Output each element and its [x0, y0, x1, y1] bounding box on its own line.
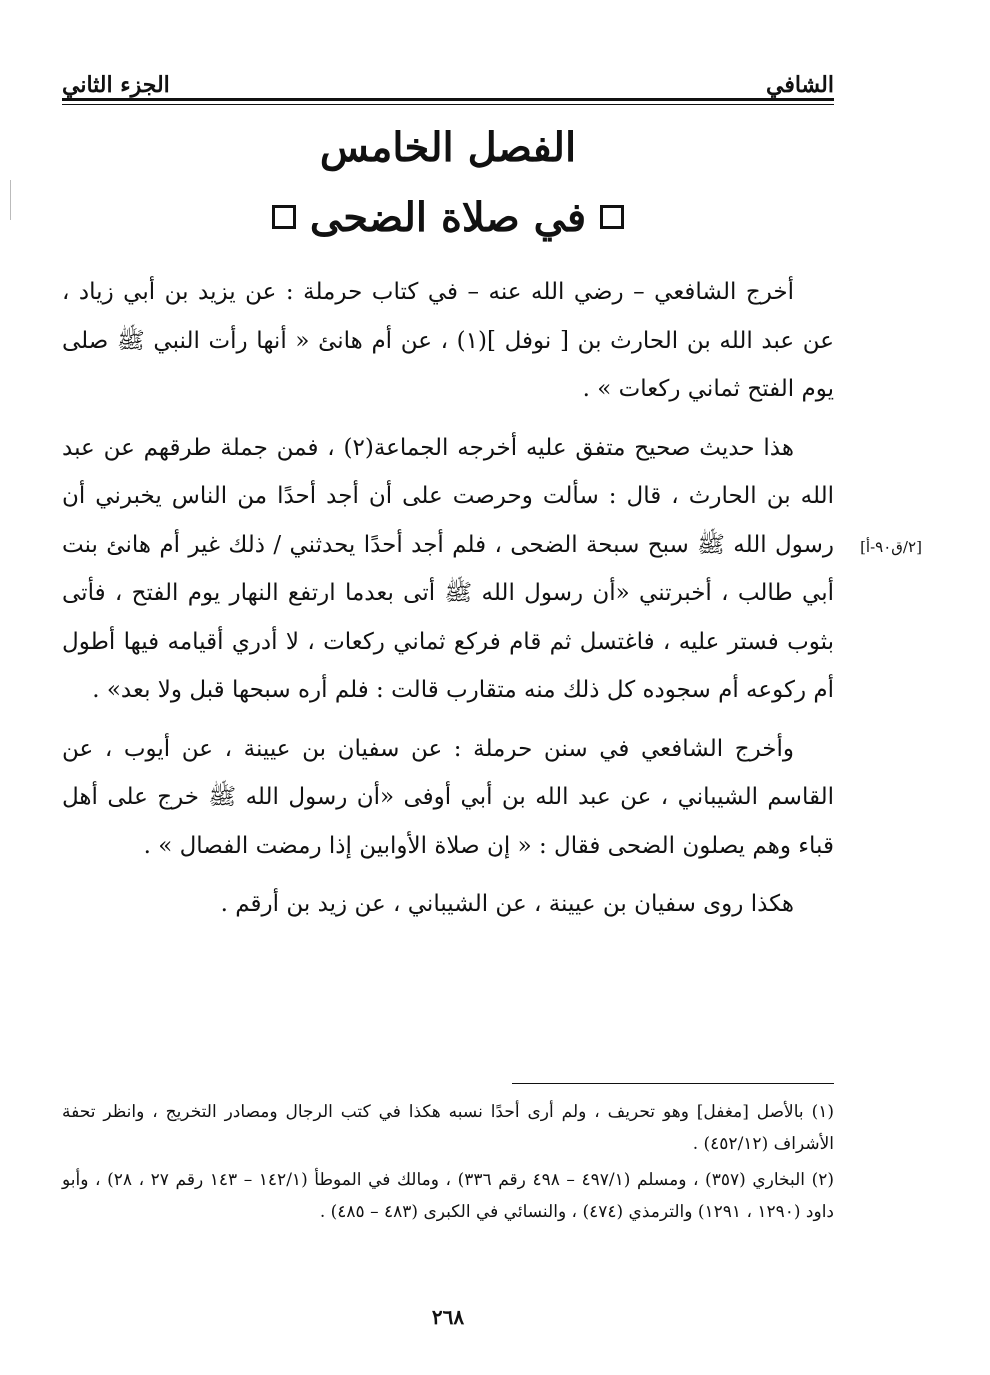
- square-ornament-icon: [600, 205, 624, 229]
- paragraph: هكذا روى سفيان بن عيينة ، عن الشيباني ، عن زيد بن أرقم .: [220, 891, 794, 917]
- paragraph: هذا حديث صحيح متفق عليه أخرجه الجماعة(٢) ، فمن جملة طرقهم عن عبد الله بن الحارث ، قال : سألت وحرصت على أن أجد أحدًا من الناس يخبرني أن رسول الله ﷺ سبح سبحة الضحى ، فلم أجد أحدًا يحدثني / ذلك غير أم هانئ بنت أبي طالب ، أخبرتني «أن رسول الله ﷺ أتى بعدما ارتفع النهار يوم الفتح ، فأتى بثوب فستر عليه ، فاغتسل ثم قام فركع ثماني ركعات ، لا أدري أقيامه فيها أطول أم ركوعه أم سجوده كل ذلك منه متقارب قالت : فلم أره سبحها قبل ولا بعد» .: [62, 434, 834, 703]
- footnotes: [62, 1096, 834, 1232]
- scan-edge-mark: [10, 180, 11, 220]
- footnote-separator: [512, 1083, 834, 1084]
- manuscript-margin-note: [٢/ق٩٠-أ]: [860, 538, 922, 556]
- footnote: (٢) البخاري (٣٥٧) ، ومسلم (٤٩٧/١ – ٤٩٨ رقم ٣٣٦) ، ومالك في الموطأ (١٤٢/١ – ١٤٣ رقم ٢٧ ، ٢٨) ، وأبو داود (١٢٩٠ ، ١٢٩١) والترمذي (٤٧٤) ، والنسائي في الكبرى (٤٨٣ – ٤٨٥) .: [62, 1170, 835, 1222]
- subtitle-text: في صلاة الضحى: [309, 194, 587, 241]
- square-ornament-icon: [272, 205, 296, 229]
- header-book-title: الشافي: [766, 72, 834, 98]
- paragraph: أخرج الشافعي – رضي الله عنه – في كتاب حرملة : عن يزيد بن أبي زياد ، عن عبد الله بن الحارث بن [ نوفل ](١) ، عن أم هانئ « أنها رأت النبي ﷺ صلى يوم الفتح ثماني ركعات » .: [62, 279, 835, 402]
- paragraph: وأخرج الشافعي في سنن حرملة : عن سفيان بن عيينة ، عن أيوب ، عن القاسم الشيباني ، عن عبد الله بن أبي أوفى «أن رسول الله ﷺ خرج على أهل قباء وهم يصلون الضحى فقال : « إن صلاة الأوابين إذا رمضت الفصال » .: [62, 735, 834, 859]
- header-rule-thick: [62, 98, 834, 101]
- footnote: (١) بالأصل [مغفل] وهو تحريف ، ولم أرى أحدًا نسبه هكذا في كتب الرجال ومصادر التخريج ، وانظر تحفة الأشراف (٤٥٢/١٢) .: [62, 1102, 834, 1154]
- main-text: [62, 268, 834, 939]
- chapter-subtitle: [62, 190, 834, 246]
- running-header: [62, 54, 834, 98]
- page-number: ٢٦٨: [431, 1305, 465, 1329]
- header-rule-thin: [62, 104, 834, 105]
- chapter-title: الفصل الخامس: [319, 124, 577, 171]
- header-volume: الجزء الثاني: [62, 72, 170, 98]
